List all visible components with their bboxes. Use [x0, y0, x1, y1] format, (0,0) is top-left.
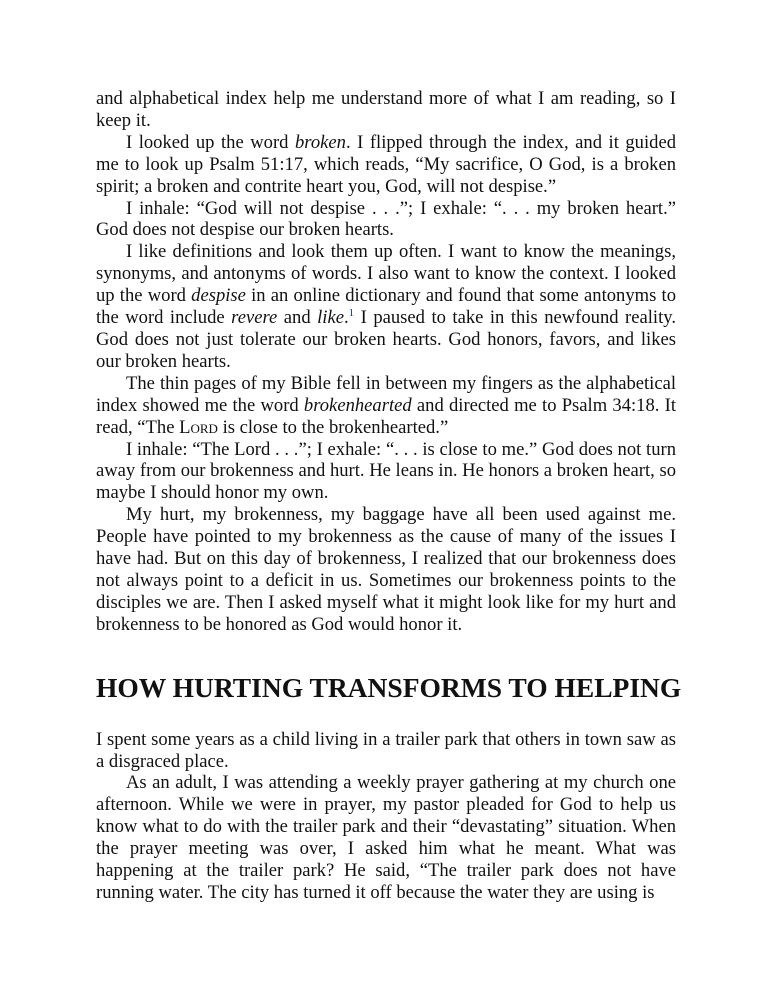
text-run: is close to the brokenhearted.” — [217, 416, 449, 438]
paragraph — [96, 88, 676, 132]
italic-text: broken — [294, 131, 346, 153]
text-run: and — [277, 307, 318, 329]
italic-text: despise — [191, 285, 246, 307]
text-run: I like definitions and look them up often. I want to know the meanings, synonyms, and antonyms of words. I also want to know the context. I looked up the word — [96, 241, 676, 307]
text-run: and directed me to Psalm 34:18. It read, “The — [96, 394, 676, 438]
paragraph — [96, 373, 676, 439]
italic-text: like — [317, 307, 344, 329]
body-text-before — [96, 88, 676, 636]
text-run: I looked up the word — [126, 131, 295, 153]
paragraph — [96, 439, 676, 505]
text-run: . I flipped through the index, and it guided me to look up Psalm 51:17, which reads, “My sacrifice, O God, is a broken spirit; a broken and contrite heart you, God, will not despise.” — [96, 131, 676, 197]
paragraph — [96, 241, 676, 372]
text-run: As an adult, I was attending a weekly prayer gathering at my church one afternoon. While we were in prayer, my pastor pleaded for God to help us know what to do with the trailer park and their “devastating” situation. When the prayer meeting was over, I asked him what he meant. What was happening at the trailer park? He said, “The trailer park does not have running water. The city has turned it off because the water they are using is — [96, 772, 676, 903]
body-text-after — [96, 729, 676, 904]
italic-text: revere — [231, 307, 278, 329]
text-run: I paused to take in this newfound reality. God does not just tolerate our broken hearts. God honors, favors, and likes our broken hearts. — [96, 307, 676, 372]
italic-text: brokenhearted — [303, 394, 412, 416]
text-run: in an online dictionary and found that some antonyms to the word include — [96, 285, 676, 329]
text-run: I inhale: “God will not despise . . .”; I exhale: “. . . my broken heart.” God does not despise our broken hearts. — [96, 197, 676, 241]
paragraph — [96, 504, 676, 635]
text-run: I inhale: “The Lord . . .”; I exhale: “. . . is close to me.” God does not turn away from our brokenness and hurt. He leans in. He honors a broken heart, so maybe I should honor my own. — [96, 438, 676, 504]
text-run: The thin pages of my Bible fell in between my fingers as the alphabetical index showed me the word — [96, 372, 676, 416]
paragraph — [96, 772, 676, 903]
text-run: . — [343, 307, 349, 329]
paragraph — [96, 729, 676, 773]
text-run: and alphabetical index help me understand more of what I am reading, so I keep it. — [96, 88, 676, 131]
footnote-marker: 1 — [348, 306, 355, 319]
paragraph — [96, 198, 676, 242]
section-heading: HOW HURTING TRANSFORMS TO HELPING — [96, 671, 682, 703]
text-run: My hurt, my brokenness, my baggage have all been used against me. People have pointed to my brokenness as the cause of many of the issues I have had. But on this day of brokenness, I realized that our brokenness does not always point to a deficit in us. Sometimes our brokenness points to the disciples we are. Then I asked myself what it might look like for my hurt and brokenness to be honored as God would honor it. — [96, 504, 676, 635]
small-caps-text: Lord — [179, 416, 218, 438]
text-run: I spent some years as a child living in a trailer park that others in town saw as a disgraced place. — [96, 728, 676, 772]
paragraph — [96, 132, 676, 198]
